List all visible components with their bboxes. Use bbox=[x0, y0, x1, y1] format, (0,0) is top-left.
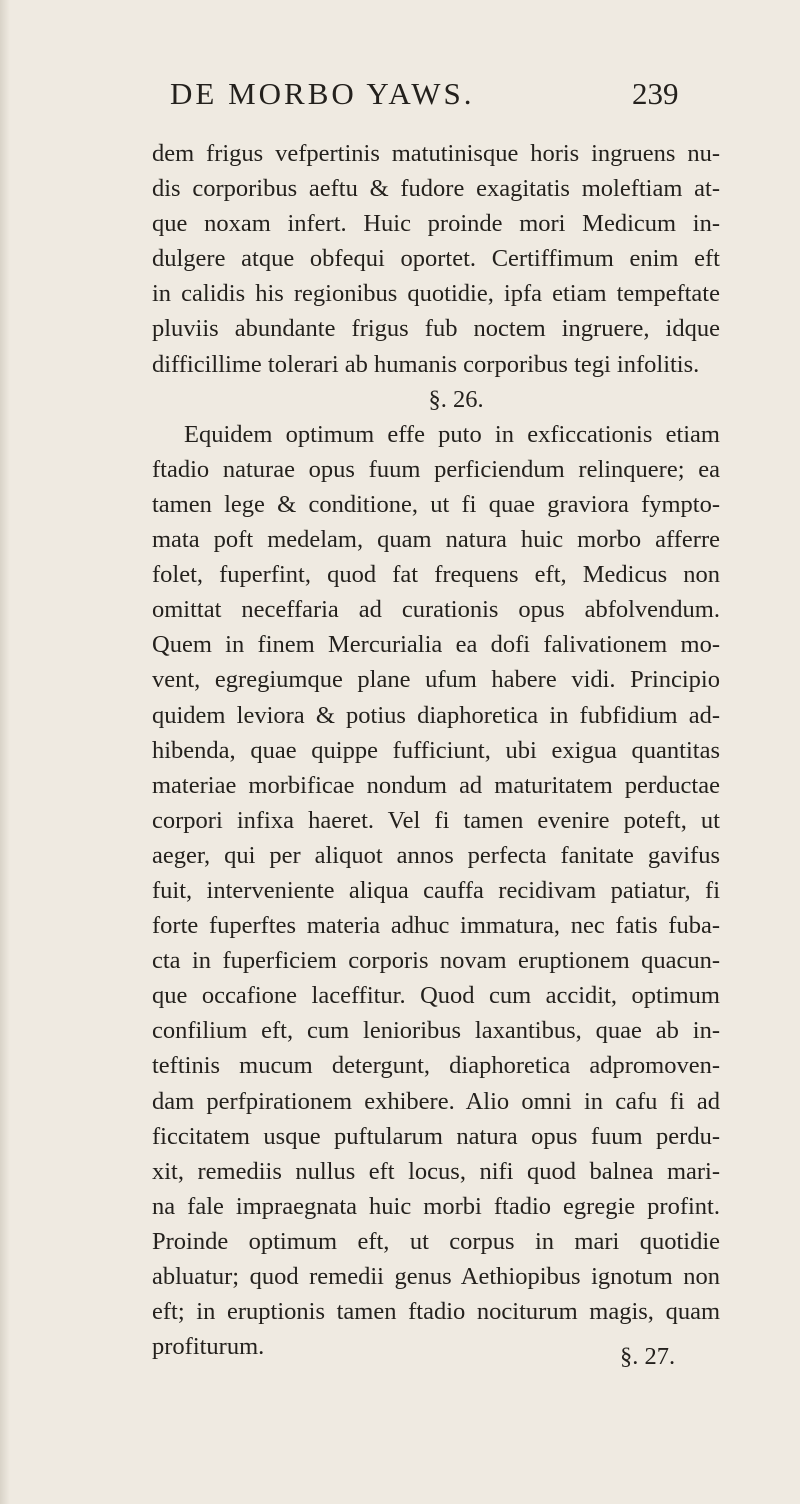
final-line-row bbox=[152, 1329, 720, 1371]
text-line: Quem in finem Mercurialia ea dofi falivationem mo- bbox=[152, 631, 720, 659]
text-line: ftadio naturae opus fuum perficiendum relinquere; ea bbox=[152, 455, 720, 483]
text-line: dis corporibus aeftu & fudore exagitatis moleftiam at- bbox=[152, 175, 720, 203]
text-line: dem frigus vefpertinis matutinisque horis ingruens nu- bbox=[152, 140, 720, 167]
text-line: na fale impraegnata huic morbi ftadio egregie profint. bbox=[152, 1192, 720, 1220]
text-line: dulgere atque obfequi oportet. Certiffimum enim eft bbox=[152, 245, 720, 273]
text-line: forte fuperftes materia adhuc immatura, nec fatis fuba- bbox=[152, 912, 720, 940]
section-heading: §. 26. bbox=[428, 385, 484, 413]
text-line: vent, egregiumque plane ufum habere vidi. Principio bbox=[152, 666, 720, 694]
running-head: DE MORBO YAWS. bbox=[170, 76, 475, 111]
body-text bbox=[152, 136, 720, 1371]
text-line: materiae morbificae nondum ad maturitatem perductae bbox=[152, 771, 720, 799]
page-number: 239 bbox=[632, 76, 679, 111]
text-line: eft; in eruptionis tamen ftadio nociturum magis, quam bbox=[152, 1298, 720, 1326]
text-line: quidem leviora & potius diaphoretica in fubfidium ad- bbox=[152, 701, 720, 729]
text-line: abluatur; quod remedii genus Aethiopibus ignotum non bbox=[152, 1263, 720, 1290]
text-line: corpori infixa haeret. Vel fi tamen evenire poteft, ut bbox=[152, 806, 720, 834]
catchword: §. 27. bbox=[620, 1343, 676, 1371]
text-line: mata poft medelam, quam natura huic morbo afferre bbox=[152, 526, 720, 554]
text-line: aeger, qui per aliquot annos perfecta fanitate gavifus bbox=[152, 841, 720, 869]
text-line: fuit, interveniente aliqua cauffa recidivam patiatur, fi bbox=[152, 876, 720, 904]
text-line: tamen lege & conditione, ut fi quae graviora fympto- bbox=[152, 490, 720, 518]
gutter-shadow bbox=[0, 0, 10, 1504]
text-line: Equidem optimum effe puto in exficcationis etiam bbox=[184, 420, 720, 448]
text-line: difficillime tolerari ab humanis corporibus tegi infolitis. bbox=[152, 350, 700, 378]
text-line: xit, remediis nullus eft locus, nifi quod balnea mari- bbox=[152, 1157, 720, 1185]
text-line: omittat neceffaria ad curationis opus abfolvendum. bbox=[152, 596, 720, 624]
text-line: pluviis abundante frigus fub noctem ingruere, idque bbox=[152, 315, 720, 343]
text-line: Proinde optimum eft, ut corpus in mari quotidie bbox=[152, 1227, 720, 1255]
text-line: confilium eft, cum lenioribus laxantibus, quae ab in- bbox=[152, 1017, 720, 1045]
text-line: que noxam infert. Huic proinde mori Medicum in- bbox=[152, 210, 720, 238]
text-line: teftinis mucum detergunt, diaphoretica adpromoven- bbox=[152, 1052, 720, 1080]
text-line: hibenda, quae quippe fufficiunt, ubi exigua quantitas bbox=[152, 736, 720, 764]
page-header bbox=[0, 74, 800, 114]
text-line: profiturum. bbox=[152, 1333, 265, 1361]
text-line: in calidis his regionibus quotidie, ipfa etiam tempeftate bbox=[152, 280, 720, 308]
text-line: cta in fuperficiem corporis novam eruptionem quacun- bbox=[152, 947, 720, 975]
text-line: ficcitatem usque puftularum natura opus fuum perdu- bbox=[152, 1122, 720, 1150]
text-line: folet, fuperfint, quod fat frequens eft, Medicus non bbox=[152, 561, 720, 589]
text-line: dam perfpirationem exhibere. Alio omni in cafu fi ad bbox=[152, 1087, 720, 1115]
text-line: que occafione laceffitur. Quod cum accidit, optimum bbox=[152, 982, 720, 1010]
